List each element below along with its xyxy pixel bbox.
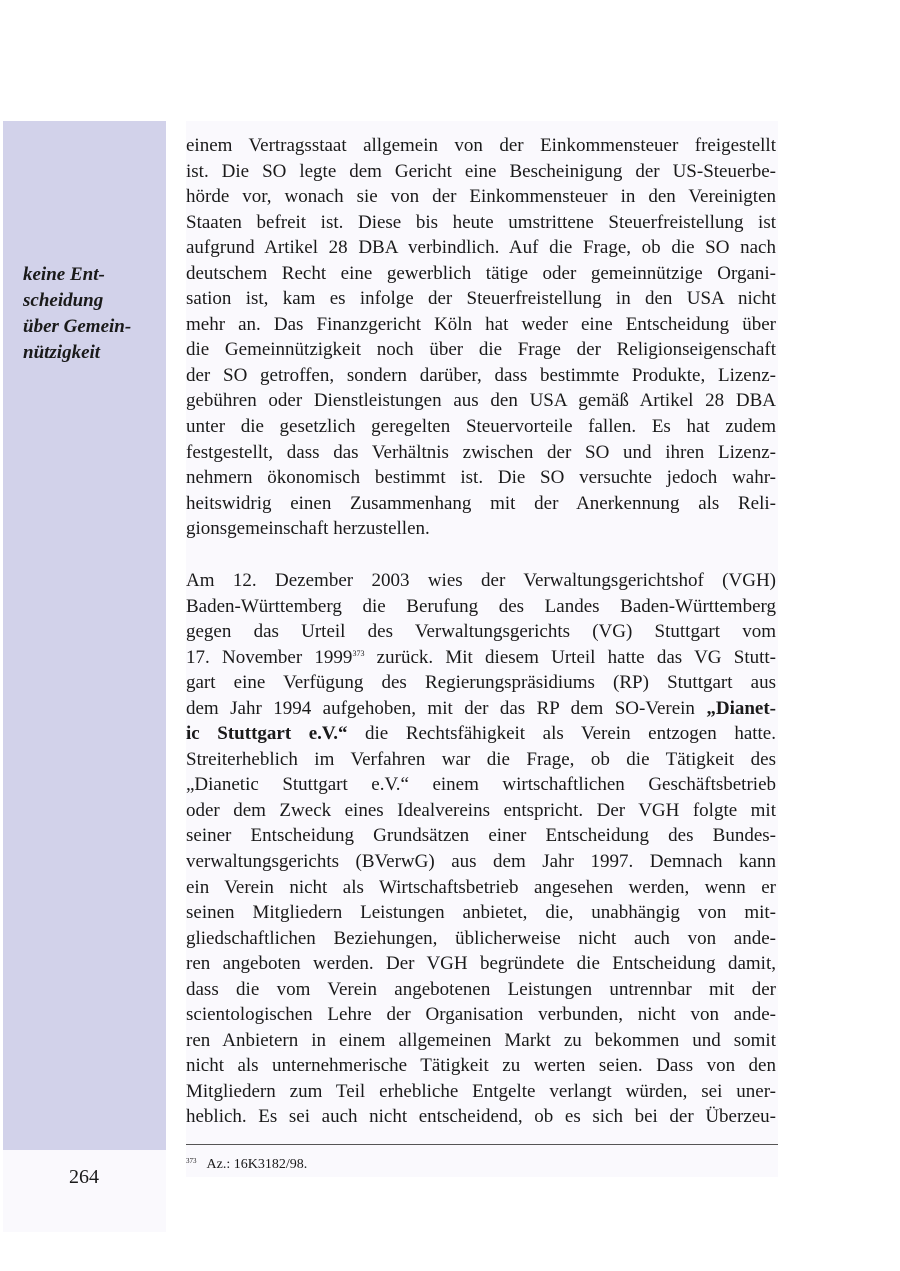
- text-line: die Gemeinnützigkeit noch über die Frage der Religionseigenschaft: [186, 339, 776, 361]
- text-line: gionsgemeinschaft herzustellen.: [186, 518, 430, 540]
- text-line: Streiterheblich im Verfahren war die Frage, ob die Tätigkeit des: [186, 748, 776, 770]
- text-segment: zurück. Mit diesem Urteil hatte das VG Stutt-: [364, 646, 776, 668]
- text-line: seinen Mitgliedern Leistungen anbietet, die, unabhängig von mit-: [186, 902, 776, 924]
- text-line: seiner Entscheidung Grundsätzen einer Entscheidung des Bundes-: [186, 825, 776, 847]
- text-line: nicht als unternehmerische Tätigkeit zu werten seien. Dass von den: [186, 1055, 776, 1077]
- footnote: [186, 1152, 307, 1174]
- text-segment: dem Jahr 1994 aufgehoben, mit der das RP dem SO-Verein: [186, 697, 707, 719]
- text-line: heitswidrig einen Zusammenhang mit der Anerkennung als Reli-: [186, 492, 776, 514]
- margin-note-line: über Gemein-: [23, 316, 132, 337]
- text-line: Am 12. Dezember 2003 wies der Verwaltungsgerichtshof (VGH): [186, 570, 776, 591]
- text-line: hörde vor, wonach sie von der Einkommensteuer in den Vereinigten: [186, 186, 776, 208]
- organization-name-bold: „Dianet-: [706, 697, 776, 719]
- text-line: Staaten befreit ist. Diese bis heute umstrittene Steuerfreistellung ist: [186, 211, 776, 233]
- paragraph-2: [186, 568, 776, 1130]
- text-line: dass die vom Verein angebotenen Leistungen untrennbar mit der: [186, 978, 776, 1000]
- text-line: ein Verein nicht als Wirtschaftsbetrieb angesehen werden, wenn er: [186, 876, 776, 898]
- text-segment: 17. November 1999: [186, 646, 353, 668]
- footnote-number: 373: [186, 1157, 197, 1165]
- text-line: [186, 645, 776, 671]
- text-line: heblich. Es sei auch nicht entscheidend, ob es sich bei der Überzeu-: [186, 1106, 776, 1128]
- text-line: ren angeboten werden. Der VGH begründete die Entscheidung damit,: [186, 953, 776, 975]
- text-line: [186, 696, 776, 722]
- margin-column-footer: [3, 1150, 166, 1232]
- text-line: nehmern ökonomisch bestimmt ist. Die SO versuchte jedoch wahr-: [186, 467, 776, 489]
- margin-note-line: scheidung: [23, 290, 104, 311]
- text-line: mehr an. Das Finanzgericht Köln hat weder eine Entscheidung über: [186, 313, 776, 335]
- text-line: „Dianetic Stuttgart e.V.“ einem wirtschaftlichen Geschäftsbetrieb: [186, 774, 776, 796]
- text-line: gart eine Verfügung des Regierungspräsidiums (RP) Stuttgart aus: [186, 672, 776, 694]
- text-line: aufgrund Artikel 28 DBA verbindlich. Auf die Frage, ob die SO nach: [186, 237, 776, 259]
- footnote-divider: [186, 1144, 778, 1145]
- text-line: einem Vertragsstaat allgemein von der Einkommensteuer freigestellt: [186, 135, 776, 156]
- margin-note: [23, 262, 163, 366]
- text-line: unter die gesetzlich geregelten Steuervorteile fallen. Es hat zudem: [186, 416, 776, 438]
- text-line: gebühren oder Dienstleistungen aus den USA gemäß Artikel 28 DBA: [186, 390, 776, 412]
- organization-name-bold: ic Stuttgart e.V.“: [186, 723, 348, 745]
- text-line: scientologischen Lehre der Organisation verbunden, nicht von ande-: [186, 1004, 776, 1026]
- margin-note-line: nützigkeit: [23, 342, 101, 363]
- text-line: sation ist, kam es infolge der Steuerfreistellung in den USA nicht: [186, 288, 776, 310]
- text-line: Baden-Württemberg die Berufung des Landes Baden-Württemberg: [186, 595, 776, 617]
- text-line: festgestellt, dass das Verhältnis zwischen der SO und ihren Lizenz-: [186, 441, 776, 463]
- text-line: der SO getroffen, sondern darüber, dass bestimmte Produkte, Lizenz-: [186, 364, 776, 386]
- text-segment: die Rechtsfähigkeit als Verein entzogen hatte.: [347, 723, 776, 745]
- footnote-reference[interactable]: 373: [352, 648, 365, 658]
- text-line: gegen das Urteil des Verwaltungsgerichts (VG) Stuttgart vom: [186, 621, 776, 643]
- text-line: deutschem Recht eine gewerblich tätige oder gemeinnützige Organi-: [186, 262, 776, 284]
- text-line: gliedschaftlichen Beziehungen, üblicherweise nicht auch von ande-: [186, 927, 776, 949]
- page-number: 264: [69, 1166, 99, 1188]
- text-line: ist. Die SO legte dem Gericht eine Bescheinigung der US-Steuerbe-: [186, 160, 776, 182]
- text-line: oder dem Zweck eines Idealvereins entspricht. Der VGH folgte mit: [186, 799, 776, 821]
- text-line: [186, 721, 776, 747]
- footnote-text: Az.: 16K3182/98.: [206, 1157, 308, 1172]
- margin-note-line: keine Ent-: [23, 264, 105, 285]
- text-line: verwaltungsgerichts (BVerwG) aus dem Jahr 1997. Demnach kann: [186, 851, 776, 873]
- paragraph-1: [186, 133, 776, 542]
- text-line: Mitgliedern zum Teil erhebliche Entgelte verlangt würden, sei uner-: [186, 1080, 776, 1102]
- text-line: ren Anbietern in einem allgemeinen Markt zu bekommen und somit: [186, 1029, 776, 1051]
